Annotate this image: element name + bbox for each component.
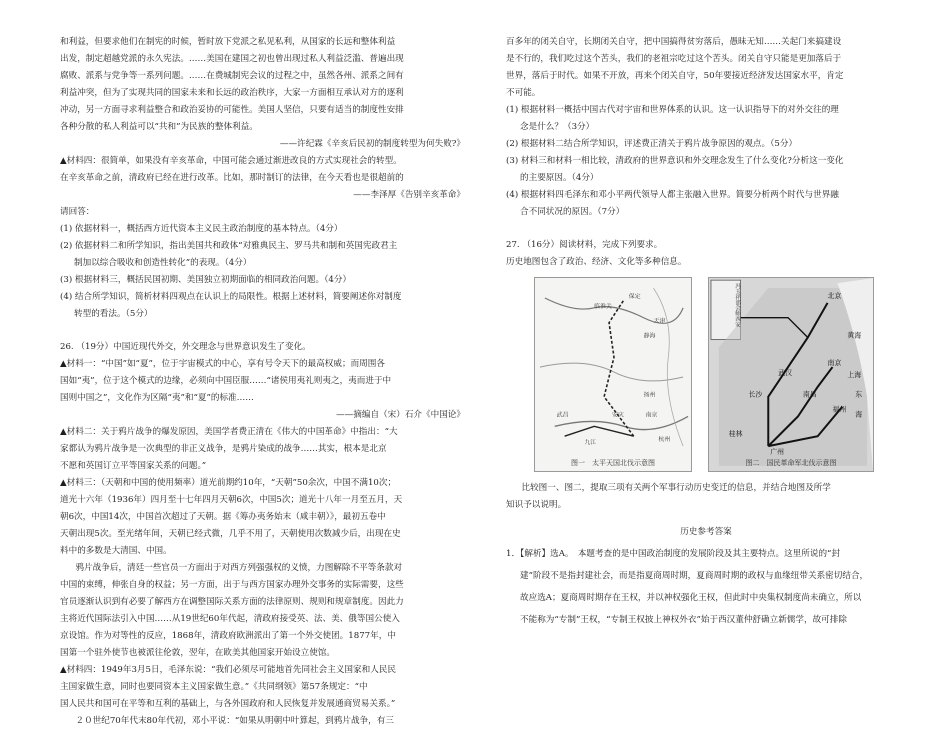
q26-material-2 bbox=[60, 424, 465, 475]
material-3-source: ——许纪霖《辛亥后民初的制度转型为何失败?》 bbox=[279, 139, 465, 149]
text-line: 道光十六年（1936年）四月至十七年四月天朝6次，中国5次；道光十八年一月至五月，天 bbox=[60, 495, 403, 505]
subquestion-line: (1) 根据材料一概括中国古代对宇宙和世界体系的认识。这一认识指导下的对外交往的理 bbox=[506, 105, 839, 115]
text-line: 利益冲突，但为了实现共同的国家未来和长远的政治秩序，大家一方面相互承认对方的逐利 bbox=[60, 88, 404, 98]
subquestion-line: (4) 结合所学知识，简析材料四观点在认识上的局限性。根据上述材料，简要阐述你对制度 bbox=[60, 292, 402, 302]
text-line: 比较图一、图二，提取三项有关两个军事行动历史变迁的信息，并结合地图及所学 bbox=[521, 483, 831, 493]
text-line: 不愿和英国订立平等国家关系的问题。” bbox=[60, 461, 207, 471]
question-27-heading: 27. （16分）阅读材料，完成下列要求。 bbox=[506, 240, 663, 250]
map1-label: 九江 bbox=[584, 440, 597, 447]
right-column bbox=[506, 34, 906, 631]
answer-explanation bbox=[506, 543, 906, 631]
map-taiping-northern-expedition bbox=[534, 277, 692, 472]
text-line: 1．【解析】选A。 本题考查的是中国政治制度的发展阶段及其主要特点。这里所说的“封 bbox=[506, 549, 841, 559]
map2-label: 武汉 bbox=[778, 368, 792, 377]
text-line: 家都认为鸦片战争是一次典型的非正义战争，是鸦片染成的战争……其实，根本是北京 bbox=[60, 444, 387, 454]
text-line: 出发，制定超越党派的永久宪法。……美国在建国之初也曾出现过私人利益泛滥、普遍出现 bbox=[60, 54, 404, 64]
text-line: 国如“夷”，位于这个模式的边缘，必须向中国臣服……“诸侯用夷礼则夷之，夷而进于中 bbox=[60, 376, 392, 386]
text-line: 国则中国之”，文化作为区隔“夷”和“夏”的标准…… bbox=[60, 393, 254, 403]
material-4-source: ——李泽厚《告别辛亥革命》 bbox=[353, 190, 465, 200]
map1-label: 临淮关 bbox=[594, 303, 612, 310]
q26-material-3b bbox=[60, 560, 465, 662]
ask-label: 请回答： bbox=[60, 207, 95, 217]
q25-subquestions bbox=[60, 221, 465, 323]
text-line: 世界，落后于时代。如果不开放，再来个闭关自守，50年要接近经济发达国家水平，肯定 bbox=[506, 71, 844, 81]
text-line: 腐败、派系与党争等一系列问题。……在费城制宪会议的过程之中，虽然各州、派系之间有 bbox=[60, 71, 404, 81]
subquestion-line: 转型的看法。（5分） bbox=[74, 309, 153, 319]
map2-box-label: 冯玉祥部会师西安 bbox=[734, 283, 740, 327]
text-line: 朝6次，中国14次，中国首次超过了天朝。据《筹办夷务始末（咸丰朝）》，最初五卷中 bbox=[60, 512, 386, 522]
left-column bbox=[60, 34, 465, 730]
text-line: 国第一个驻外使节也被派往伦敦，翌年，在欧美其他国家开始设立使馆。 bbox=[60, 648, 336, 658]
map1-label: 扬州 bbox=[643, 392, 656, 399]
map2-label: 广州 bbox=[770, 448, 785, 457]
question-26-heading: 26. （19分）中国近现代外交，外交理念与世界意识发生了变化。 bbox=[60, 342, 311, 352]
subquestion-line: (1) 依据材料一，概括西方近代资本主义民主政治制度的基本特点。（4分） bbox=[60, 224, 343, 234]
text-line: 京设馆。作为对等性的反应，1868年，清政府欧洲派出了第一个外交使团。1877年，中 bbox=[60, 631, 396, 641]
material-3-text bbox=[60, 34, 465, 136]
text-line: 故应选A；夏商周时期存在王权，并以神权强化王权，但此时中央集权制度尚未确立，所以 bbox=[520, 593, 862, 603]
map2-label: 南昌 bbox=[802, 390, 817, 399]
q26-material-5: ２０世纪70年代末80年代初，邓小平说：“如果从明朝中叶算起，到鸦片战争，有三 bbox=[75, 716, 394, 726]
answer-title: 历史参考答案 bbox=[680, 527, 732, 537]
map1-label: 天津 bbox=[653, 318, 666, 325]
text-line: 建”阶段不是指封建社会，而是指夏商周时期，夏商周时期的政权与血缘纽带关系密切结合， bbox=[520, 571, 869, 581]
map1-label: 保定 bbox=[628, 293, 641, 300]
text-line: ▲材料一：“中国”如“夏”，位于宇宙模式的中心，享有号令天下的最高权威；而周围各 bbox=[60, 359, 385, 369]
q26-material-1 bbox=[60, 356, 465, 407]
map1-label: 杭州 bbox=[658, 437, 671, 444]
text-line: 知识予以说明。 bbox=[506, 500, 567, 510]
map2-label: 南京 bbox=[827, 359, 842, 368]
map1-label: 武昌 bbox=[556, 412, 569, 419]
subquestion-line: (3) 材料三和材料一相比较，清政府的世界意识和外交理念发生了什么变化?分析这一变化 bbox=[506, 156, 844, 166]
historical-maps bbox=[534, 277, 874, 472]
subquestion-line: (2) 根据材料二结合所学知识，评述费正清关于鸦片战争原因的观点。（5分） bbox=[506, 139, 798, 149]
text-line: 在辛亥革命之前，清政府已经在进行改革。比如，那时制订的法律，在今天看也是很超前的 bbox=[60, 173, 404, 183]
material-4-text bbox=[60, 153, 465, 187]
text-line: ▲材料二：关于鸦片战争的爆发原因，美国学者费正清在《伟大的中国革命》中指出：“大 bbox=[60, 427, 398, 437]
map1-label: 静海 bbox=[643, 333, 656, 340]
text-line: 中国的束缚，伸张自身的权益；另一方面，出于与西方国家办理外交事务的实际需要，这些 bbox=[60, 580, 404, 590]
map2-caption: 图二 国民革命军北伐示意图 bbox=[745, 459, 837, 467]
subquestion-line: 念是什么？（3分） bbox=[520, 122, 595, 132]
text-line: 主国家做生意，同时也要同资本主义国家做生意。”《共同纲领》第57条规定：“中 bbox=[60, 682, 368, 692]
q26-subquestions bbox=[506, 102, 906, 221]
map2-label: 海 bbox=[855, 410, 863, 419]
map1-caption: 图一 太平天国北伐示意图 bbox=[571, 459, 655, 467]
map-nationalist-northern-expedition bbox=[708, 277, 874, 472]
subquestion-line: (2) 依据材料二和所学知识，指出美国共和政体“对雅典民主、罗马共和制和英国宪政君主 bbox=[60, 241, 398, 251]
text-line: ▲材料四：1949年3月5日，毛泽东说：“我们必须尽可能地首先同社会主义国家和人民民 bbox=[60, 665, 396, 675]
text-line: 鸦片战争后，清廷一些官员一方面出于对西方列强强权的义愤，力图解除不平等条款对 bbox=[75, 563, 403, 573]
map1-label: 安庆 bbox=[612, 412, 624, 419]
text-line: 不能称为“专制”王权，“专制王权披上神权外衣”始于西汉董仲舒确立新儒学，故可排除 bbox=[520, 615, 847, 625]
map2-label: 长沙 bbox=[748, 390, 763, 399]
map2-label: 上海 bbox=[847, 370, 862, 379]
subquestion-line: (3) 根据材料三，概括民国初期、美国独立初期面临的相同政治问题。（4分） bbox=[60, 275, 352, 285]
subquestion-line: 合不同状况的原因。（7分） bbox=[520, 207, 625, 217]
text-line: 国人民共和国可在平等和互利的基础上，与各外国政府和人民恢复并发展通商贸易关系。” bbox=[60, 699, 396, 709]
q26-material-1-source: ——摘编自（宋）石介《中国论》 bbox=[336, 410, 465, 420]
text-line: 冲动，另一方面寻求利益整合和政治妥协的可能性。美国人坚信，只要有适当的制度性安排 bbox=[60, 105, 404, 115]
map2-label: 东 bbox=[855, 390, 863, 399]
text-line: ▲材料三：（天朝和中国的使用频率）道光前期约10年，“天朝”50余次，中国不满10次； bbox=[60, 478, 397, 488]
question-27-intro: 历史地图包含了政治、经济、文化等多种信息。 bbox=[506, 257, 687, 267]
subquestion-line: (4) 根据材料四毛泽东和邓小平两代领导人都主张融入世界。简要分析两个时代与世界融 bbox=[506, 190, 839, 200]
text-line: ▲材料四：很简单，如果没有辛亥革命，中国可能会通过渐进改良的方式实现社会的转型。 bbox=[60, 156, 402, 166]
map2-label: 北京 bbox=[827, 291, 842, 300]
subquestion-line: 的主要原因。（4分） bbox=[520, 173, 599, 183]
map2-label: 黄海 bbox=[847, 331, 862, 340]
map1-drawing bbox=[535, 278, 691, 471]
text-line: 料中的多数是大清国、中国。 bbox=[60, 546, 172, 556]
text-line: 不可能。 bbox=[506, 88, 541, 98]
text-line: 百多年的闭关自守，长期闭关自守，把中国搞得贫穷落后，愚昧无知……关起门来搞建设 bbox=[506, 37, 842, 47]
q26-material-3 bbox=[60, 475, 465, 560]
text-line: 和利益，但要求他们在制宪的时候，暂时放下党派之私见私利，从国家的长远和整体利益 bbox=[60, 37, 396, 47]
text-line: 各种分散的私人利益可以“共和”为民族的整体利益。 bbox=[60, 122, 258, 132]
map2-label: 桂林 bbox=[728, 430, 743, 439]
text-line: 主将近代国际法引入中国……从19世纪60年代起，清政府接受英、法、美、俄等国公使入 bbox=[60, 614, 400, 624]
continued-text bbox=[506, 34, 906, 102]
map2-label: 福州 bbox=[832, 405, 847, 414]
q26-material-4 bbox=[60, 662, 465, 713]
q27-task bbox=[506, 480, 906, 514]
subquestion-line: 制加以综合吸收和创造性转化”的表现。（4分） bbox=[74, 258, 252, 268]
map1-label: 南京 bbox=[645, 412, 658, 419]
text-line: 是不行的，我们吃过这个苦头，我们的老祖宗吃过这个苦头。闭关自守只能是更加落后于 bbox=[506, 54, 842, 64]
text-line: 天朝出现5次。至光绪年间，天朝已经式微，几乎不用了，天朝使用次数减少后，出现在史 bbox=[60, 529, 401, 539]
text-line: 官员逐渐认识到有必要了解西方在调整国际关系方面的法律原则、规则和规章制度。因此力 bbox=[60, 597, 404, 607]
